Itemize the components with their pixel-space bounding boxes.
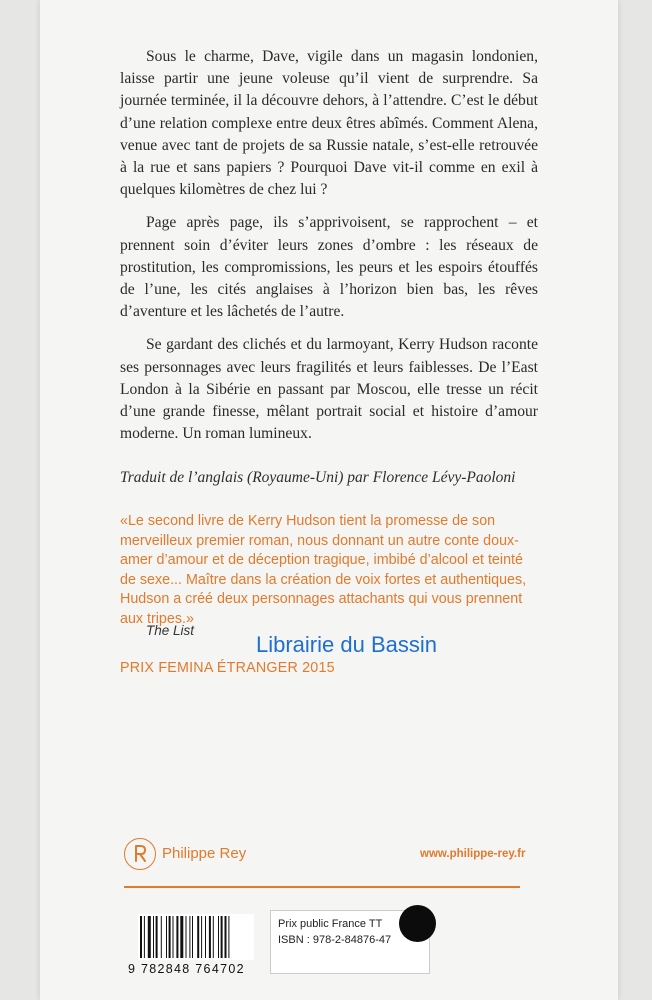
- quote-source: The List: [146, 623, 195, 638]
- barcode-icon: [138, 914, 254, 960]
- price-label: Prix public France TT: [278, 918, 383, 930]
- publisher-website: www.philippe-rey.fr: [420, 848, 526, 860]
- translator-credit: Traduit de l’anglais (Royaume-Uni) par Florence Lévy-Paoloni: [120, 469, 516, 486]
- barcode-number: 9 782848 764702: [128, 962, 245, 976]
- r-circle-logo-icon: [124, 838, 156, 870]
- watermark-text: Librairie du Bassin: [256, 632, 437, 657]
- prize-line: PRIX FEMINA ÉTRANGER 2015: [120, 660, 335, 676]
- blurb-paragraph-3: Se gardant des clichés et du larmoyant, Kerry Hudson raconte ses personnages avec leurs fragilités et leurs faiblesses. De l’East London à la Sibérie en passant par Moscou, elle tresse un récit d’une grande finesse, mêlant portrait social et histoire d’amour moderne. Un roman lumineux.: [120, 336, 538, 443]
- sticker-dot: [399, 905, 436, 942]
- blurb-paragraph-2: Page après page, ils s’apprivoisent, se rapprochent – et prennent soin d’éviter leurs zones d’ombre : les réseaux de prostitution, les compromissions, les peurs et les espoirs étouffés de l’une, les cités anglaises à l’horizon bien bas, les rêves d’aventure et les lâchetés de l’autre.: [120, 214, 538, 321]
- press-quote: «Le second livre de Kerry Hudson tient la promesse de son merveilleux premier roman, nous donnant un autre conte doux-amer d’amour et de déception tragique, imbibé d’alcool et teinté de sexe... Maître dans la création de voix fortes et authentiques, Hudson a créé deux personnages attachants qui vous prennent aux tripes.»: [120, 513, 527, 627]
- publisher-name: Philippe Rey: [162, 845, 247, 862]
- blurb-text: [120, 46, 538, 456]
- divider: [124, 886, 520, 888]
- blurb-paragraph-1: Sous le charme, Dave, vigile dans un magasin londonien, laisse partir une jeune voleuse qu’il vient de surprendre. Sa journée terminée, il la découvre dehors, à l’attendre. C’est le début d’une relation complexe entre deux êtres abîmés. Comment Alena, venue avec tant de projets de sa Russie natale, s’est-elle retrouvée à la rue et sans papiers ? Pourquoi Dave vit-il comme en exil à quelques kilomètres de chez lui ?: [120, 48, 538, 199]
- isbn-label: ISBN : 978-2-84876-47: [278, 934, 392, 946]
